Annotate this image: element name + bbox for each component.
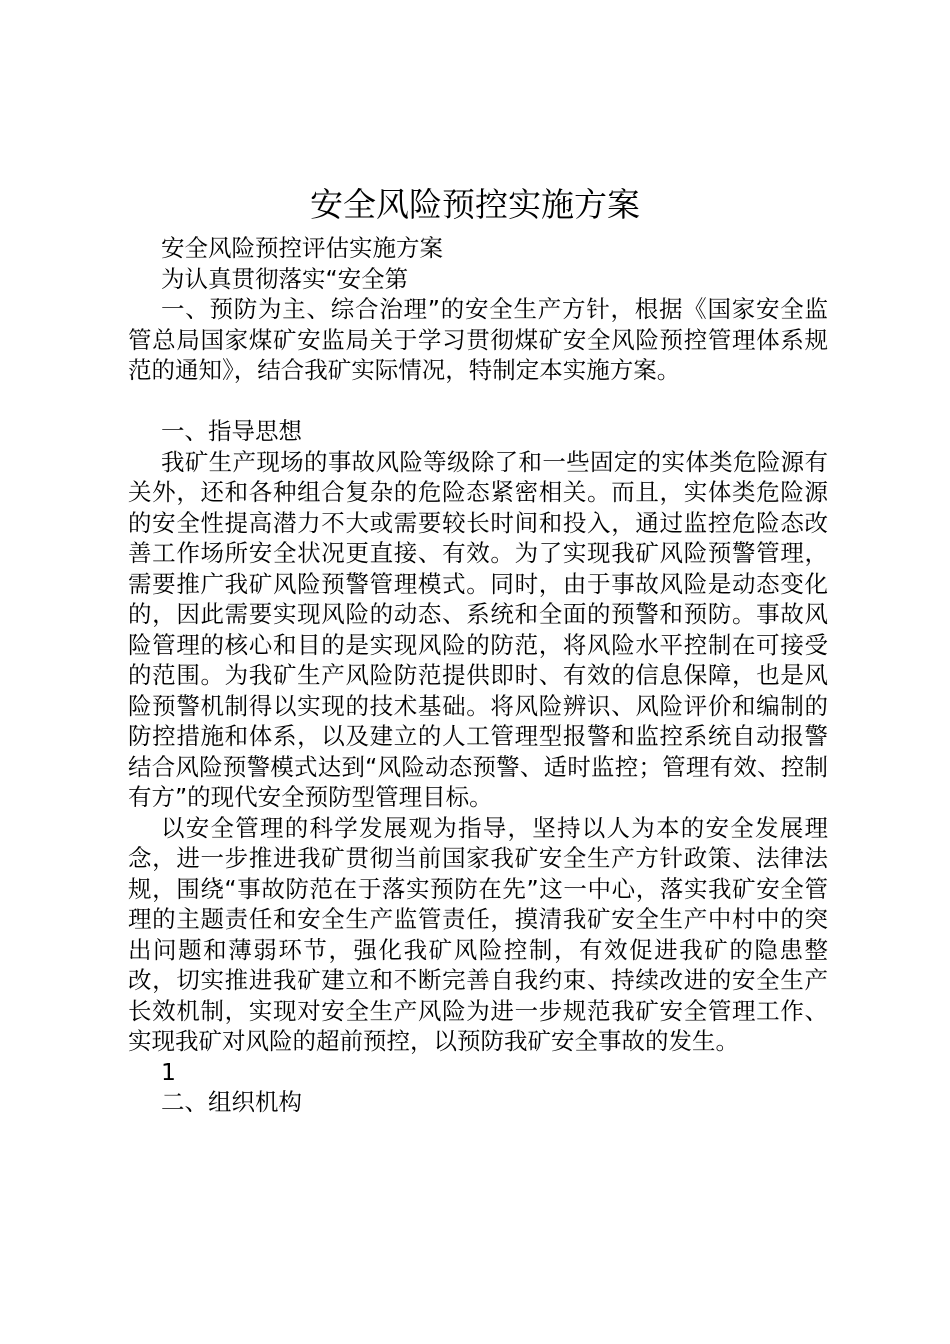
section-heading-organization: 二、组织机构 <box>161 1088 302 1116</box>
section-heading-guiding-ideology: 一、指导思想 <box>161 417 302 445</box>
page-number: 1 <box>161 1057 176 1086</box>
intro-paragraph-2: 一、预防为主、综合治理”的安全生产方针，根据《国家安全监管总局国家煤矿安监局关于学习贯彻煤矿安全风险预控管理体系规范的通知》，结合我矿实际情况，特制定本实施方案。 <box>128 295 828 384</box>
document-title: 安全风险预控实施方案 <box>310 185 640 224</box>
document-body <box>128 233 828 1118</box>
body-paragraph-2: 以安全管理的科学发展观为指导，坚持以人为本的安全发展理念，进一步推进我矿贯彻当前国家我矿安全生产方针政策、法律法规，围绕“事故防范在于落实预防在先”这一中心，落实我矿安全管理的主题责任和安全生产监管责任，摸清我矿安全生产中村中的突出问题和薄弱环节，强化我矿风险控制，有效促进我矿的隐患整改，切实推进我矿建立和不断完善自我约束、持续改进的安全生产长效机制，实现对安全生产风险为进一步规范我矿安全管理工作、实现我矿对风险的超前预控，以预防我矿安全事故的发生。 <box>128 813 828 1055</box>
body-paragraph-1: 我矿生产现场的事故风险等级除了和一些固定的实体类危险源有关外，还和各种组合复杂的危险态紧密相关。而且，实体类危险源的安全性提高潜力不大或需要较长时间和投入，通过监控危险态改善工作场所安全状况更直接、有效。为了实现我矿风险预警管理，需要推广我矿风险预警管理模式。同时，由于事故风险是动态变化的，因此需要实现风险的动态、系统和全面的预警和预防。事故风险管理的核心和目的是实现风险的防范，将风险水平控制在可接受的范围。为我矿生产风险防范提供即时、有效的信息保障，也是风险预警机制得以实现的技术基础。将风险辨识、风险评价和编制的防控措施和体系，以及建立的人工管理型报警和监控系统自动报警结合风险预警模式达到“风险动态预警、适时监控；管理有效、控制有方”的现代安全预防型管理目标。 <box>128 447 828 811</box>
paragraph-gap <box>128 386 828 417</box>
subtitle-paragraph: 安全风险预控评估实施方案 <box>161 234 443 262</box>
intro-paragraph-1: 为认真贯彻落实“安全第 <box>161 264 409 293</box>
